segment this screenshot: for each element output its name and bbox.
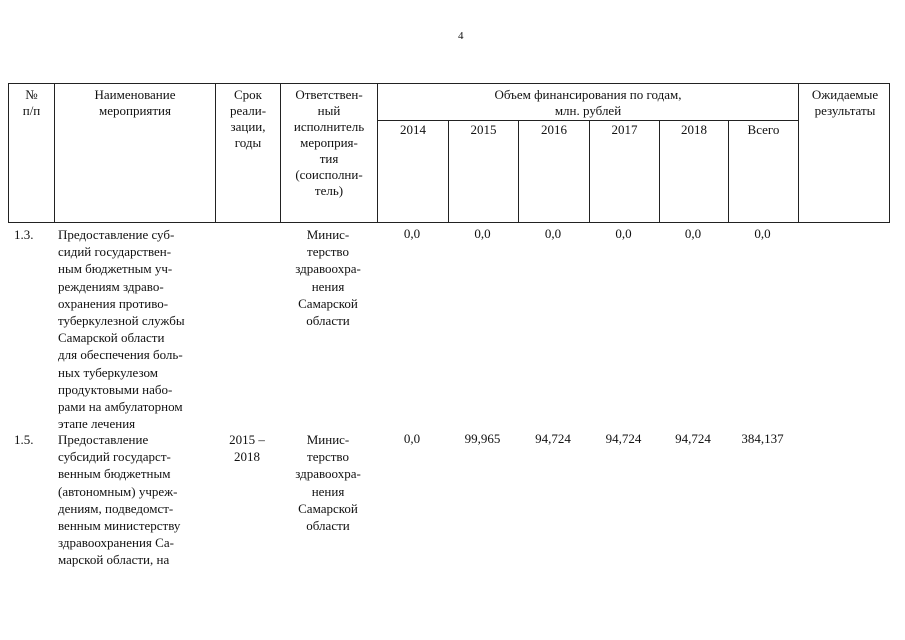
name-line: ным бюджетным уч- — [58, 261, 173, 277]
name-line: (автономным) учреж- — [58, 483, 178, 499]
row-1-3-value-total: 0,0 — [754, 226, 771, 241]
row-1-5-responsible: Минис- терство здравоохра- нения Самарской области — [295, 432, 361, 534]
header-year-2014: 2014 — [400, 122, 426, 137]
table-header — [8, 83, 890, 223]
header-results: Ожидаемые результаты — [811, 87, 879, 118]
name-line: Самарской области — [58, 330, 165, 346]
row-1-5-value-2017: 94,724 — [605, 431, 642, 446]
name-line: здравоохранения Са- — [58, 535, 174, 551]
name-line: субсидий государст- — [58, 449, 171, 465]
name-line: для обеспечения боль- — [58, 347, 183, 363]
header-year-2018: 2018 — [681, 122, 707, 137]
row-1-3-value-2018: 0,0 — [684, 226, 702, 241]
header-responsible: Ответствен- ный исполнитель мероприя- тия (соисполни- тель) — [293, 87, 365, 198]
name-line: продуктовыми набо- — [58, 381, 173, 397]
row-1-3-number: 1.3. — [14, 227, 34, 242]
row-divider — [377, 120, 798, 121]
name-line: ных туберкулезом — [58, 364, 159, 380]
row-1-3-value-2014: 0,0 — [403, 226, 421, 241]
name-line: Предоставление суб- — [58, 227, 175, 242]
name-line: дениям, подведомст- — [58, 500, 174, 516]
name-line: венным бюджетным — [58, 466, 171, 482]
row-1-5-number: 1.5. — [14, 432, 34, 447]
header-year-2016: 2016 — [541, 122, 567, 137]
header-year-2015: 2015 — [470, 122, 497, 137]
name-line: сидий государствен- — [58, 244, 172, 260]
name-line: рами на амбулаторном — [58, 399, 183, 415]
name-line: реждениям здраво- — [58, 278, 164, 294]
row-1-5-value-total: 384,137 — [741, 431, 784, 446]
row-1-5-name — [58, 431, 210, 569]
row-1-3-responsible: Минис- терство здравоохра- нения Самарской области — [295, 227, 361, 329]
header-year-2017: 2017 — [611, 122, 638, 137]
row-1-3-name — [58, 226, 210, 432]
name-line: марской области, на — [58, 552, 170, 568]
page-number: 4 — [458, 30, 464, 42]
row-1-5-value-2014: 0,0 — [403, 431, 421, 446]
name-line: охранения противо- — [58, 295, 169, 311]
header-funding: Объем финансирования по годам, млн. рублей — [494, 87, 682, 118]
row-1-3-value-2017: 0,0 — [615, 226, 632, 241]
name-line: Предоставление — [58, 432, 149, 447]
header-term: Срок реали- зации, годы — [229, 87, 267, 150]
header-name: Наименование мероприятия — [94, 87, 176, 118]
row-1-5-value-2018: 94,724 — [675, 431, 711, 446]
name-line: этапе лечения — [58, 416, 136, 432]
row-1-3-value-2015: 0,0 — [474, 226, 491, 241]
name-line: венным министерству — [58, 518, 181, 534]
row-1-5-term: 2015 – 2018 — [229, 432, 265, 465]
row-1-5-value-2015: 99,965 — [464, 431, 501, 446]
name-line: туберкулезной службы — [58, 313, 185, 329]
row-1-3-value-2016: 0,0 — [544, 226, 562, 241]
row-1-5-value-2016: 94,724 — [535, 431, 571, 446]
header-total: Всего — [747, 122, 780, 137]
header-no: № п/п — [22, 87, 41, 118]
